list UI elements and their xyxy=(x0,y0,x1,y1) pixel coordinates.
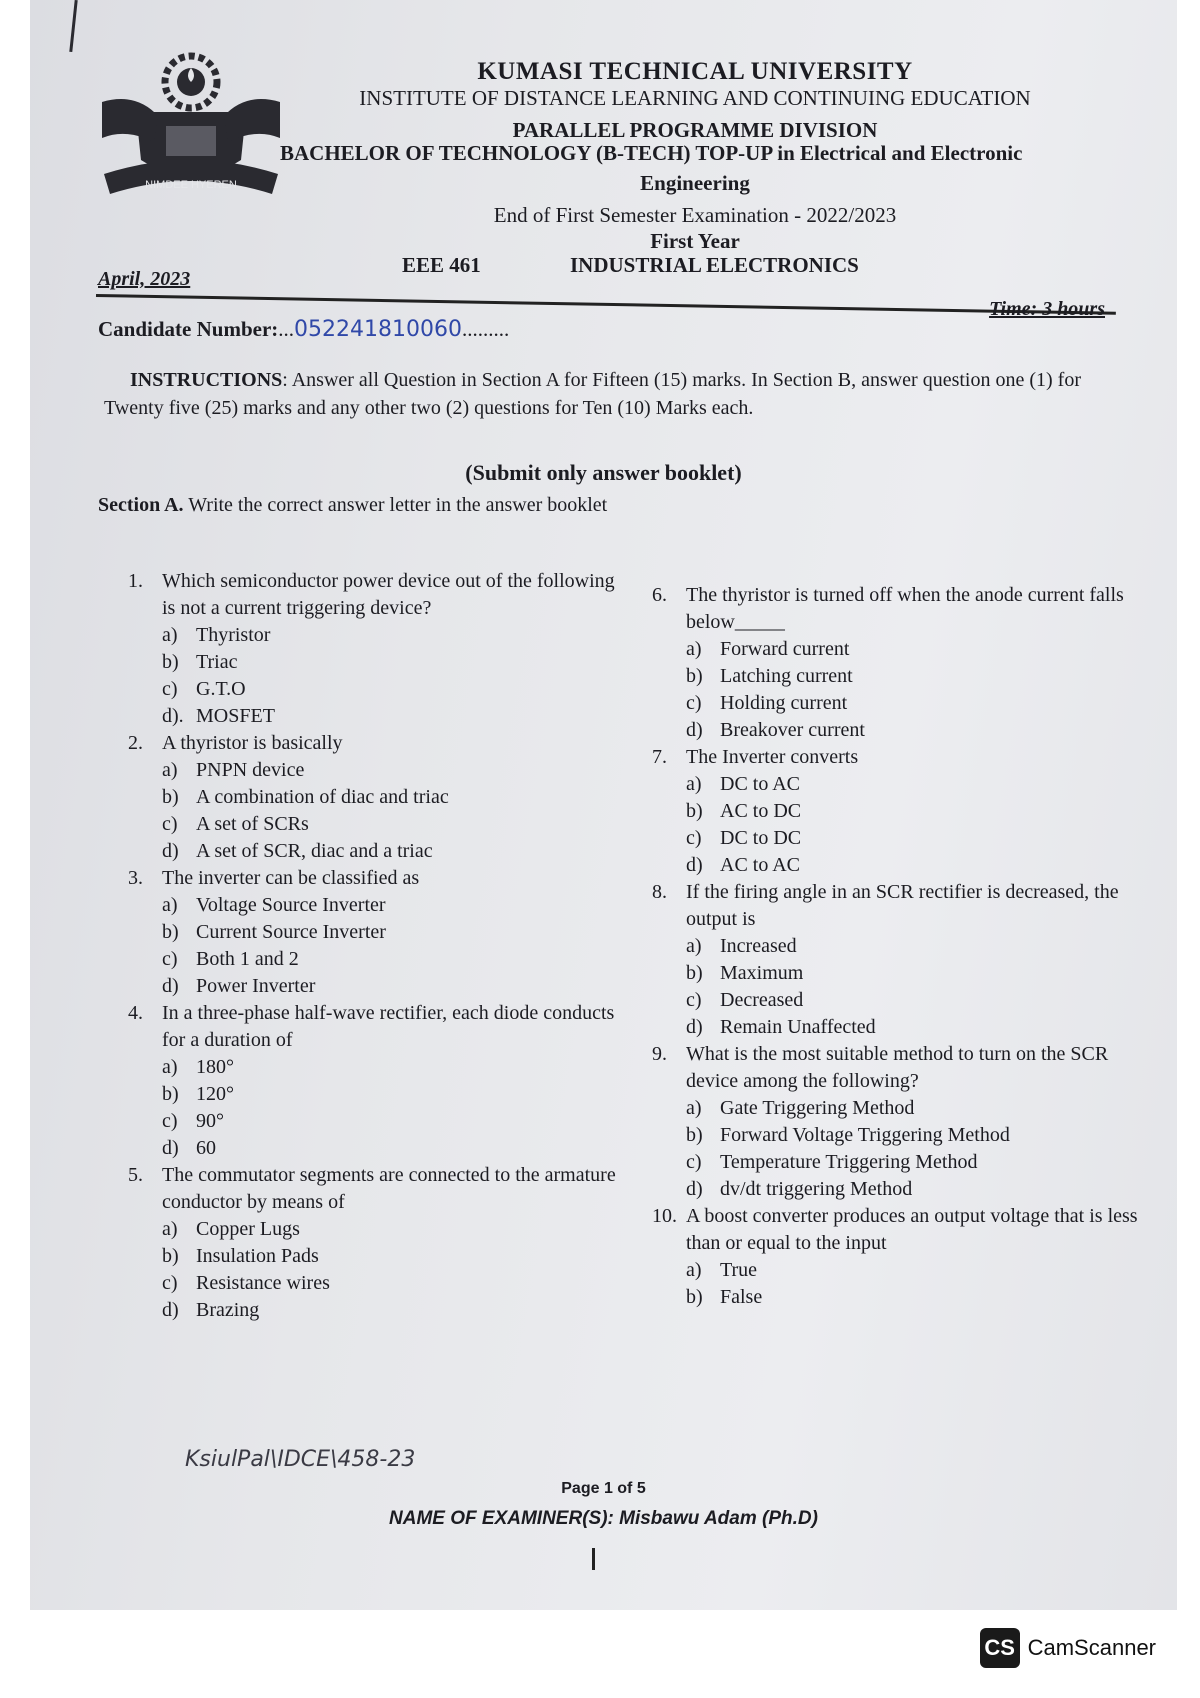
option-letter: a) xyxy=(686,1259,702,1281)
option-letter: b) xyxy=(162,921,179,943)
answer-option xyxy=(162,946,628,973)
answer-option xyxy=(686,1176,1152,1203)
question-text: If the firing angle in an SCR rectifier is decreased, the output is xyxy=(686,881,1119,930)
question-4 xyxy=(128,1000,628,1162)
question-9 xyxy=(652,1041,1152,1203)
option-letter: a) xyxy=(162,894,178,916)
option-text: dv/dt triggering Method xyxy=(720,1178,913,1200)
option-text: Copper Lugs xyxy=(196,1218,300,1240)
answer-option xyxy=(162,811,628,838)
section-a-heading xyxy=(98,494,607,517)
question-10 xyxy=(652,1203,1152,1311)
answer-option xyxy=(686,1014,1152,1041)
option-text: Triac xyxy=(196,651,238,673)
option-text: AC to DC xyxy=(720,800,802,822)
page-number: Page 1 of 5 xyxy=(561,1480,646,1497)
option-letter: d) xyxy=(162,1299,179,1321)
programme-name: BACHELOR OF TECHNOLOGY (B-TECH) TOP-UP in Electrical and Electronic xyxy=(280,141,1023,165)
answer-option xyxy=(686,987,1152,1014)
option-letter: b) xyxy=(162,786,179,808)
answer-option xyxy=(686,933,1152,960)
option-text: Resistance wires xyxy=(196,1272,330,1294)
header-rule xyxy=(96,294,1116,315)
question-text: A boost converter produces an output voltage that is less than or equal to the input xyxy=(686,1205,1138,1254)
answer-option xyxy=(162,703,628,730)
option-letter: d). xyxy=(162,705,184,727)
option-text: MOSFET xyxy=(196,705,275,727)
option-text: Holding current xyxy=(720,692,848,714)
question-text: The commutator segments are connected to the armature conductor by means of xyxy=(162,1164,616,1213)
option-text: DC to AC xyxy=(720,773,801,795)
option-text: Forward current xyxy=(720,638,850,660)
option-letter: b) xyxy=(162,1083,179,1105)
question-text: What is the most suitable method to turn on the SCR device among the following? xyxy=(686,1043,1109,1092)
division-name: PARALLEL PROGRAMME DIVISION xyxy=(512,118,878,142)
section-a-text: Write the correct answer letter in the answer booklet xyxy=(188,494,608,516)
answer-option xyxy=(162,1297,628,1324)
option-text: True xyxy=(720,1259,758,1281)
candidate-number: Candidate Number:...052241810060......... xyxy=(98,317,510,342)
answer-option xyxy=(686,960,1152,987)
answer-option xyxy=(162,919,628,946)
question-number: 7. xyxy=(652,746,667,768)
option-text: Thyristor xyxy=(196,624,271,646)
option-letter: d) xyxy=(686,854,703,876)
option-letter: b) xyxy=(686,962,703,984)
answer-option xyxy=(162,649,628,676)
option-text: G.T.O xyxy=(196,678,246,700)
answer-option xyxy=(162,676,628,703)
option-text: Temperature Triggering Method xyxy=(720,1151,978,1173)
option-letter: c) xyxy=(686,692,702,714)
option-text: 180° xyxy=(196,1056,234,1078)
answer-option xyxy=(686,690,1152,717)
option-text: PNPN device xyxy=(196,759,305,781)
option-letter: b) xyxy=(686,665,703,687)
option-letter: a) xyxy=(162,759,178,781)
candidate-number-label: Candidate Number: xyxy=(98,317,279,341)
svg-text:NIMDEE HYEREN: NIMDEE HYEREN xyxy=(145,179,237,191)
answer-option xyxy=(686,1284,1152,1311)
option-letter: c) xyxy=(686,1151,702,1173)
option-text: Forward Voltage Triggering Method xyxy=(720,1124,1010,1146)
option-letter: d) xyxy=(162,975,179,997)
option-text: Breakover current xyxy=(720,719,865,741)
answer-option xyxy=(162,1243,628,1270)
answer-option xyxy=(686,1149,1152,1176)
answer-option xyxy=(162,1216,628,1243)
option-letter: b) xyxy=(162,651,179,673)
answer-option xyxy=(686,717,1152,744)
programme-name-cont: Engineering xyxy=(640,171,750,195)
question-number: 4. xyxy=(128,1002,143,1024)
option-text: Decreased xyxy=(720,989,804,1011)
candidate-number-value: 052241810060 xyxy=(294,317,462,342)
option-letter: c) xyxy=(162,1272,178,1294)
question-number: 2. xyxy=(128,732,143,754)
question-text: In a three-phase half-wave rectifier, each diode conducts for a duration of xyxy=(162,1002,615,1051)
answer-option xyxy=(686,1122,1152,1149)
answer-option xyxy=(686,825,1152,852)
submit-note: (Submit only answer booklet) xyxy=(465,460,742,485)
option-letter: a) xyxy=(162,1218,178,1240)
question-number: 1. xyxy=(128,570,143,592)
handwritten-note: KsiulPal\IDCE\458-23 xyxy=(185,1447,416,1472)
option-text: Maximum xyxy=(720,962,804,984)
option-text: A set of SCRs xyxy=(196,813,309,835)
option-letter: c) xyxy=(162,1110,178,1132)
pen-mark xyxy=(69,0,77,52)
exam-sheet xyxy=(30,0,1177,1610)
option-text: Remain Unaffected xyxy=(720,1016,876,1038)
option-text: Increased xyxy=(720,935,797,957)
answer-option xyxy=(162,622,628,649)
answer-option xyxy=(162,757,628,784)
answer-option xyxy=(162,838,628,865)
course-code: EEE 461 xyxy=(402,253,481,277)
option-letter: b) xyxy=(686,1124,703,1146)
questions-left-column xyxy=(128,568,628,1324)
question-5 xyxy=(128,1162,628,1324)
question-number: 6. xyxy=(652,584,667,606)
option-text: 90° xyxy=(196,1110,224,1132)
question-number: 10. xyxy=(652,1205,677,1227)
question-3 xyxy=(128,865,628,1000)
question-number: 5. xyxy=(128,1164,143,1186)
question-text: A thyristor is basically xyxy=(162,732,343,754)
option-text: Current Source Inverter xyxy=(196,921,386,943)
option-letter: b) xyxy=(686,1286,703,1308)
question-7 xyxy=(652,744,1152,879)
answer-option xyxy=(686,852,1152,879)
option-text: Gate Triggering Method xyxy=(720,1097,915,1119)
answer-option xyxy=(686,663,1152,690)
option-letter: d) xyxy=(686,1178,703,1200)
option-text: Latching current xyxy=(720,665,853,687)
option-text: 120° xyxy=(196,1083,234,1105)
question-2 xyxy=(128,730,628,865)
option-letter: c) xyxy=(162,813,178,835)
option-text: A combination of diac and triac xyxy=(196,786,449,808)
institute-name: INSTITUTE OF DISTANCE LEARNING AND CONTINUING EDUCATION xyxy=(359,86,1031,110)
question-text: Which semiconductor power device out of the following is not a current triggering device? xyxy=(162,570,615,619)
exam-date: April, 2023 xyxy=(98,268,191,290)
answer-option xyxy=(162,1270,628,1297)
option-letter: b) xyxy=(686,800,703,822)
course-title: INDUSTRIAL ELECTRONICS xyxy=(570,253,859,277)
option-letter: c) xyxy=(162,678,178,700)
camscanner-label: CamScanner xyxy=(1027,1635,1156,1660)
instructions-text: : Answer all Question in Section A for Fifteen (15) marks. In Section B, answer question one (1) for Twenty five (25) marks and any other two (2) questions for Ten (10) Marks each. xyxy=(104,369,1082,419)
option-text: Power Inverter xyxy=(196,975,316,997)
university-logo-icon xyxy=(96,42,286,212)
option-letter: a) xyxy=(686,638,702,660)
option-text: AC to AC xyxy=(720,854,801,876)
option-letter: a) xyxy=(162,1056,178,1078)
question-text: The inverter can be classified as xyxy=(162,867,420,889)
answer-option xyxy=(686,1095,1152,1122)
section-a-label: Section A. xyxy=(98,494,184,516)
option-letter: c) xyxy=(686,827,702,849)
pen-tick xyxy=(592,1548,595,1570)
question-number: 3. xyxy=(128,867,143,889)
question-text: The Inverter converts xyxy=(686,746,859,768)
option-text: 60 xyxy=(196,1137,216,1159)
exam-year: First Year xyxy=(650,229,740,253)
university-name: KUMASI TECHNICAL UNIVERSITY xyxy=(477,58,913,85)
option-letter: c) xyxy=(162,948,178,970)
question-text: The thyristor is turned off when the anode current falls below_____ xyxy=(686,584,1124,633)
question-number: 9. xyxy=(652,1043,667,1065)
answer-option xyxy=(686,636,1152,663)
answer-option xyxy=(162,973,628,1000)
option-letter: d) xyxy=(162,840,179,862)
answer-option xyxy=(162,784,628,811)
question-6 xyxy=(652,582,1152,744)
answer-option xyxy=(162,1054,628,1081)
answer-option xyxy=(162,1108,628,1135)
option-letter: a) xyxy=(686,935,702,957)
questions-right-column xyxy=(652,582,1152,1311)
camscanner-icon: CS xyxy=(980,1628,1020,1668)
option-text: DC to DC xyxy=(720,827,802,849)
option-letter: a) xyxy=(162,624,178,646)
question-1 xyxy=(128,568,628,730)
answer-option xyxy=(162,892,628,919)
option-letter: d) xyxy=(686,719,703,741)
option-text: Both 1 and 2 xyxy=(196,948,299,970)
instructions xyxy=(104,366,1124,422)
option-letter: a) xyxy=(686,1097,702,1119)
option-text: Voltage Source Inverter xyxy=(196,894,386,916)
option-letter: c) xyxy=(686,989,702,1011)
exam-title: End of First Semester Examination - 2022/2023 xyxy=(493,203,897,227)
option-text: A set of SCR, diac and a triac xyxy=(196,840,433,862)
answer-option xyxy=(686,1257,1152,1284)
answer-option xyxy=(162,1135,628,1162)
option-letter: d) xyxy=(162,1137,179,1159)
question-8 xyxy=(652,879,1152,1041)
examiner-name: NAME OF EXAMINER(S): Misbawu Adam (Ph.D) xyxy=(389,1508,818,1529)
answer-option xyxy=(162,1081,628,1108)
exam-duration: Time: 3 hours xyxy=(989,298,1105,320)
option-letter: d) xyxy=(686,1016,703,1038)
instructions-label: INSTRUCTIONS xyxy=(130,369,283,391)
option-letter: a) xyxy=(686,773,702,795)
question-number: 8. xyxy=(652,881,667,903)
option-text: Brazing xyxy=(196,1299,260,1321)
option-text: False xyxy=(720,1286,763,1308)
option-letter: b) xyxy=(162,1245,179,1267)
answer-option xyxy=(686,771,1152,798)
answer-option xyxy=(686,798,1152,825)
camscanner-watermark xyxy=(980,1628,1156,1668)
option-text: Insulation Pads xyxy=(196,1245,319,1267)
